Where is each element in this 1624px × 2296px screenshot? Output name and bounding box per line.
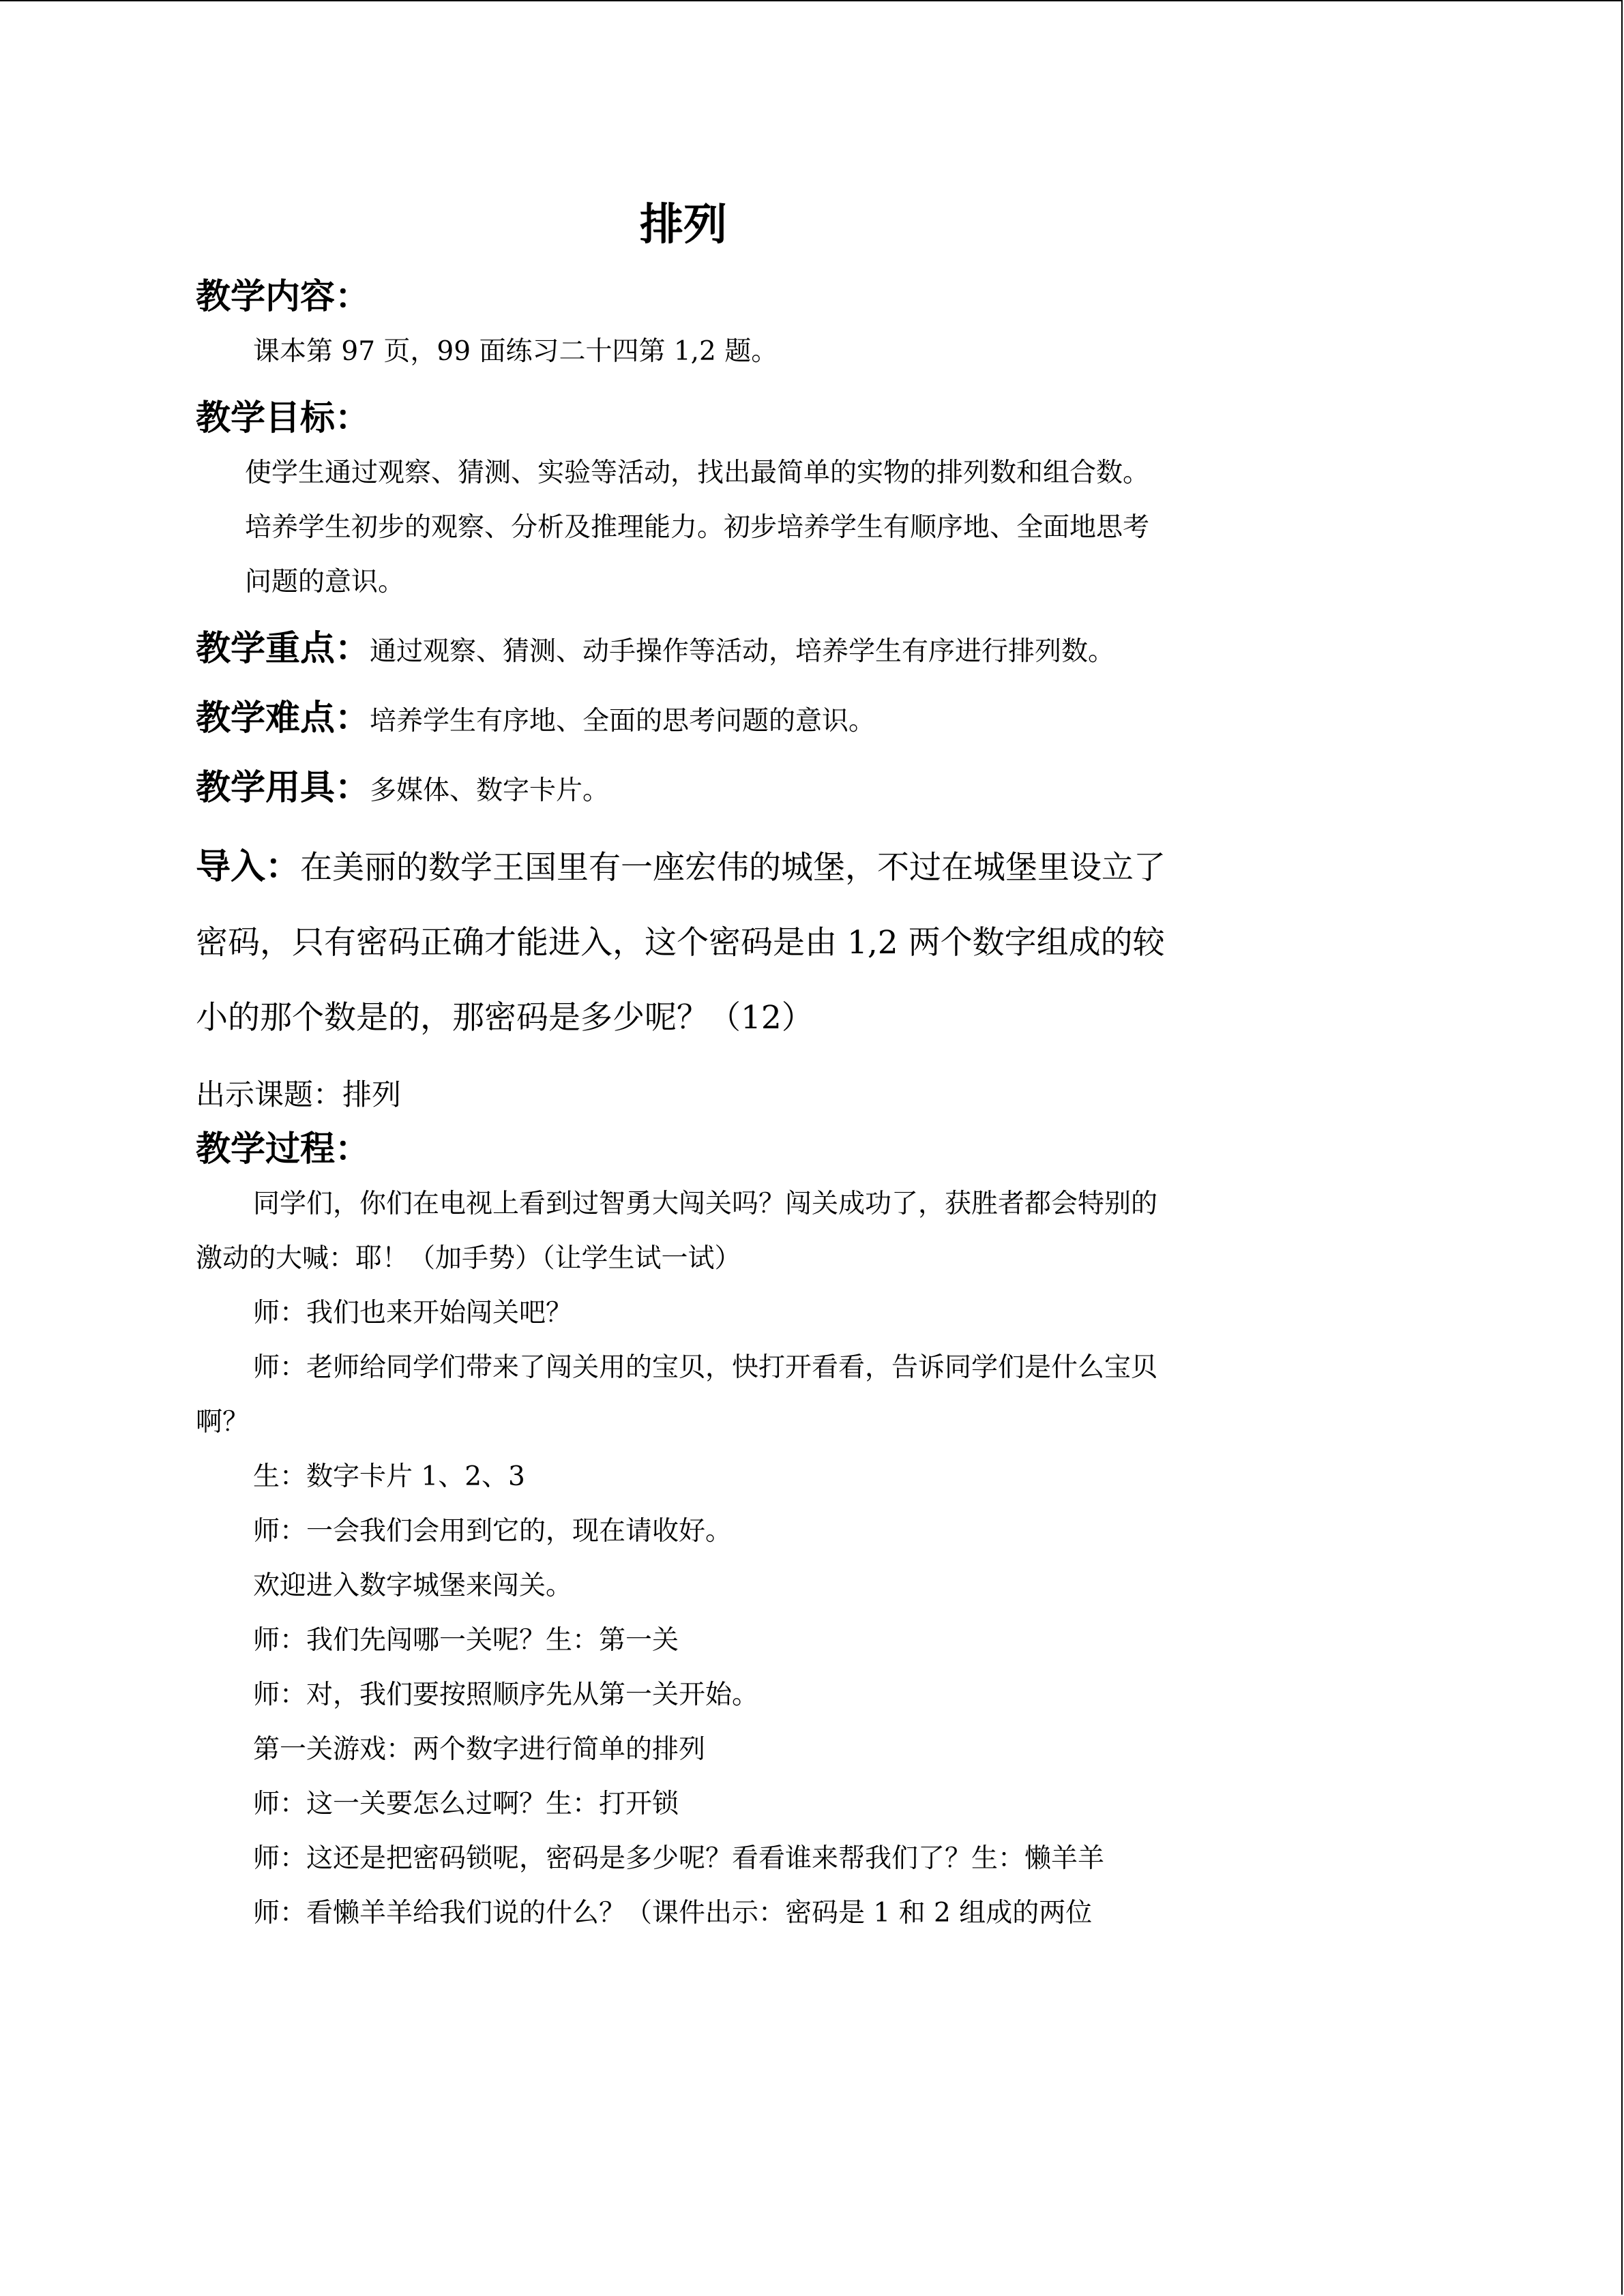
process-paragraph: 师：这一关要怎么过啊？生：打开锁 bbox=[253, 1789, 679, 1819]
heading-tools: 教学用具： bbox=[196, 768, 370, 808]
tools-line bbox=[196, 761, 1171, 818]
key-point-line bbox=[196, 622, 1171, 679]
heading-difficulty: 教学难点： bbox=[196, 698, 370, 739]
process-paragraph: 欢迎进入数字城堡来闯关。 bbox=[253, 1570, 573, 1601]
process-paragraph: 师：老师给同学们带来了闯关用的宝贝，快打开看看，告诉同学们是什么宝贝啊？ bbox=[196, 1352, 1158, 1437]
section-difficulty bbox=[196, 691, 1171, 749]
intro-text: 在美丽的数学王国里有一座宏伟的城堡，不过在城堡里设立了密码，只有密码正确才能进入，这个密码是由 1,2 两个数字组成的较小的那个数是的，那密码是多少呢？（12） bbox=[196, 849, 1166, 1037]
process-paragraph: 师：一会我们会用到它的，现在请收好。 bbox=[253, 1516, 733, 1547]
difficulty-text: 培养学生有序地、全面的思考问题的意识。 bbox=[370, 706, 876, 736]
heading-content: 教学内容： bbox=[196, 277, 370, 317]
section-goal bbox=[196, 391, 1171, 610]
goal-text: 使学生通过观察、猜测、实验等活动，找出最简单的实物的排列数和组合数。培养学生初步的观察、分析及推理能力。初步培养学生有顺序地、全面地思考问题的意识。 bbox=[245, 458, 1150, 597]
difficulty-line bbox=[196, 691, 1171, 749]
process-paragraph: 师：对，我们要按照顺序先从第一关开始。 bbox=[253, 1680, 759, 1710]
section-process bbox=[196, 1122, 1171, 1941]
topic-line: 出示课题：排列 bbox=[196, 1078, 401, 1112]
heading-goal: 教学目标： bbox=[196, 398, 370, 438]
process-paragraph: 师：这还是把密码锁呢，密码是多少呢？看看谁来帮我们了？生：懒羊羊 bbox=[253, 1843, 1105, 1874]
process-paragraph: 第一关游戏：两个数字进行简单的排列 bbox=[253, 1734, 706, 1765]
section-key-point bbox=[196, 622, 1171, 679]
heading-process: 教学过程： bbox=[196, 1129, 370, 1169]
key-point-text: 通过观察、猜测、动手操作等活动，培养学生有序进行排列数。 bbox=[370, 636, 1115, 667]
process-paragraph: 师：看懒羊羊给我们说的什么？（课件出示：密码是 1 和 2 组成的两位 bbox=[253, 1898, 1093, 1928]
section-content bbox=[196, 270, 1171, 379]
heading-key-point: 教学重点： bbox=[196, 629, 370, 669]
section-intro bbox=[196, 831, 1171, 1056]
process-paragraph: 师：我们先闯哪一关呢？生：第一关 bbox=[253, 1625, 679, 1656]
document-title: 排列 bbox=[640, 200, 727, 250]
document-page bbox=[196, 191, 1171, 1953]
process-paragraph: 同学们，你们在电视上看到过智勇大闯关吗？闯关成功了，获胜者都会特别的激动的大喊：耶！（加手势）（让学生试一试） bbox=[196, 1189, 1158, 1274]
process-paragraph: 师：我们也来开始闯关吧？ bbox=[253, 1298, 573, 1328]
heading-intro: 导入： bbox=[196, 847, 301, 887]
intro-line bbox=[196, 831, 1171, 1056]
tools-text: 多媒体、数字卡片。 bbox=[370, 775, 610, 806]
section-tools bbox=[196, 761, 1171, 818]
content-text: 课本第 97 页，99 面练习二十四第 1,2 题。 bbox=[253, 336, 778, 367]
process-paragraph: 生：数字卡片 1、2、3 bbox=[253, 1461, 525, 1492]
